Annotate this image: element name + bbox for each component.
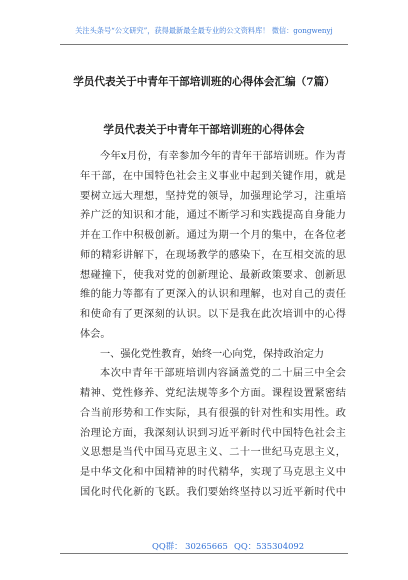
- body-line: 想碰撞下，使我对党的创新理论、最新政策要求、创新思: [80, 269, 346, 281]
- body-line: 精神、党性修养、党纪法规等多个方面。课程设置紧密结: [80, 388, 346, 399]
- qq-group-contact: QQ群： 30265665: [152, 541, 228, 551]
- body-line: 年干部，在中国特色社会主义事业中起到关键作用，就是: [80, 170, 346, 182]
- section-title: 学员代表关于中青年干部培训班的心得体会: [103, 124, 305, 136]
- body-line: 本次中青年干部班培训内容涵盖党的二十届三中全会: [100, 368, 346, 380]
- body-line: 义思想是当代中国马克思主义、二十一世纪马克思主义，: [80, 447, 346, 459]
- qq-contact: QQ：535304092: [234, 541, 305, 551]
- body-line: 国化时代化新的飞跃。我们要始终坚持以习近平新时代中: [80, 486, 346, 498]
- body-line: 合当前形势和工作实际，具有很强的针对性和实用性。政: [80, 407, 346, 419]
- subheading-line: 一、强化党性教育，始终一心向党，保持政治定力: [100, 348, 325, 360]
- header-promo-note: 关注头条号“公文研究”，获得最新最全最专业的公文资料库！ 微信：gongwenyj: [75, 26, 333, 35]
- body-line: 体会。: [80, 328, 111, 340]
- body-text: [80, 147, 346, 503]
- body-line: 并在工作中积极创新。通过为期一个月的集中，在各位老: [80, 230, 346, 241]
- body-line: 养广泛的知识和才能，通过不断学习和实践提高自身能力: [80, 210, 346, 222]
- document-title: 学员代表关于中青年干部培训班的心得体会汇编（7篇）: [73, 76, 335, 88]
- body-line: 治理论方面，我深刻认识到习近平新时代中国特色社会主: [80, 427, 346, 439]
- body-line: 要树立远大理想，坚持党的领导，加强理论学习，注重培: [80, 190, 346, 202]
- header-divider: [60, 44, 348, 45]
- body-line: 维的能力等都有了更深入的认识和理解，也对自己的责任: [80, 289, 346, 301]
- body-line: 今年x月份，有幸参加今年的青年干部培训班。作为青: [100, 151, 346, 162]
- body-line: 师的精彩讲解下，在现场教学的感染下，在互相交流的思: [80, 249, 346, 261]
- body-line: 和使命有了更深刻的认识。以下是我在此次培训中的心得: [80, 309, 346, 320]
- body-line: 是中华文化和中国精神的时代精华，实现了马克思主义中: [80, 467, 346, 478]
- footer-contacts: [0, 540, 408, 554]
- footer-divider: [60, 553, 348, 554]
